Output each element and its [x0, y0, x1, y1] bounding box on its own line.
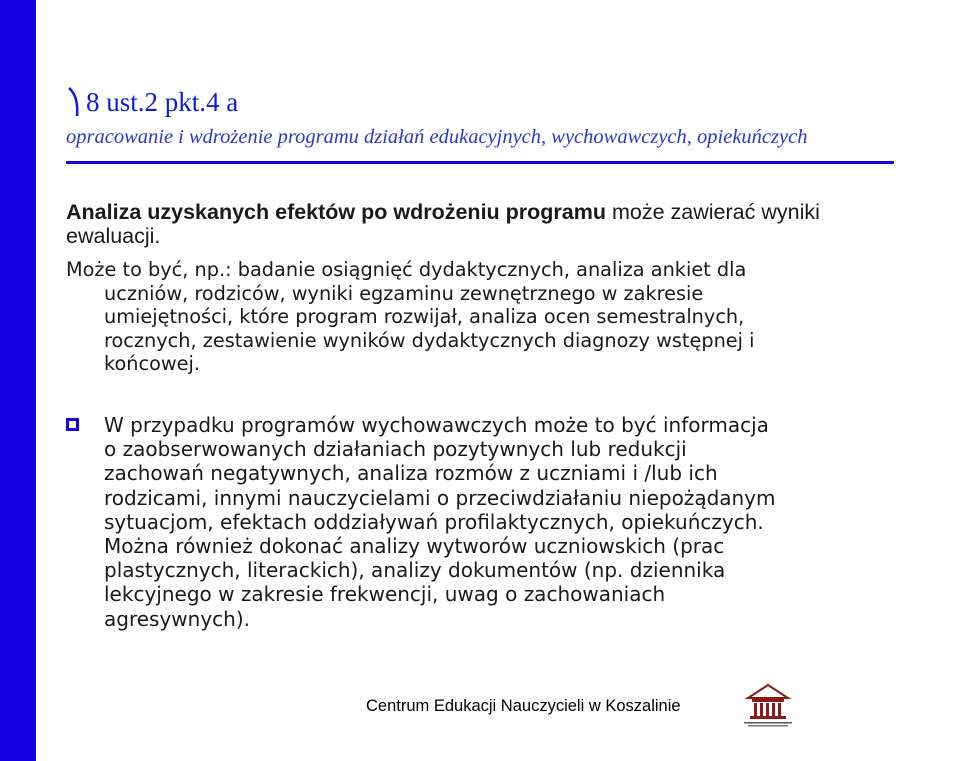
bullet-text-line: plastycznych, literackich), analizy dokumentów (np. dziennika [104, 558, 726, 583]
institution-logo-icon [738, 682, 798, 730]
bullet-text [104, 413, 960, 631]
page-subtitle: opracowanie i wdrożenie programu działań edukacyjnych, wychowawczych, opiekuńczych [66, 126, 808, 148]
paragraph-examples-line: uczniów, rodziców, wyniki egzaminu zewnętrznego w zakresie [104, 281, 704, 305]
paragraph-analysis-bold: Analiza uzyskanych efektów po wdrożeniu programu [66, 200, 606, 224]
paragraph-analysis [66, 201, 906, 248]
bullet-text-line: lekcyjnego w zakresie frekwencji, uwag o zachowaniach [104, 582, 666, 607]
bullet-text-line: zachowań negatywnych, analiza rozmów z uczniami i /lub ich [104, 461, 718, 486]
hook-icon [66, 86, 82, 116]
paragraph-examples-line: Może to być, np.: badanie osiągnięć dydaktycznych, analiza ankiet dla [66, 258, 747, 281]
title-underline [66, 161, 894, 164]
bullet-text-line: Można również dokonać analizy wytworów uczniowskich (prac [104, 534, 725, 559]
page-title: 8 ust.2 pkt.4 a [86, 87, 239, 117]
square-bullet-icon [66, 418, 79, 431]
bullet-text-line: o zaobserwowanych działaniach pozytywnych lub redukcji [104, 437, 687, 462]
bullet-text-line: agresywnych). [104, 606, 250, 631]
slide-title-block [66, 86, 807, 149]
left-accent-bar [0, 0, 36, 761]
bullet-text-line: sytuacjom, efektach oddziaływań profilaktycznych, opiekuńczych. [104, 509, 764, 534]
paragraph-examples-line: umiejętności, które program rozwijał, analiza ocen semestralnych, [104, 305, 745, 329]
paragraph-analysis-normal: może zawierać wyniki ewaluacji. [66, 200, 820, 248]
paragraph-examples [66, 258, 960, 376]
paragraph-examples-line: końcowej. [104, 352, 201, 376]
title-line [66, 86, 807, 118]
footer-institution: Centrum Edukacji Nauczycieli w Koszalinie [366, 697, 681, 715]
bullet-text-line: rodzicami, innymi nauczycielami o przeciwdziałaniu niepożądanym [104, 485, 776, 510]
bullet-text-line: W przypadku programów wychowawczych może to być informacja [104, 413, 769, 437]
paragraph-examples-line: rocznych, zestawienie wyników dydaktycznych diagnozy wstępnej i [104, 328, 755, 352]
